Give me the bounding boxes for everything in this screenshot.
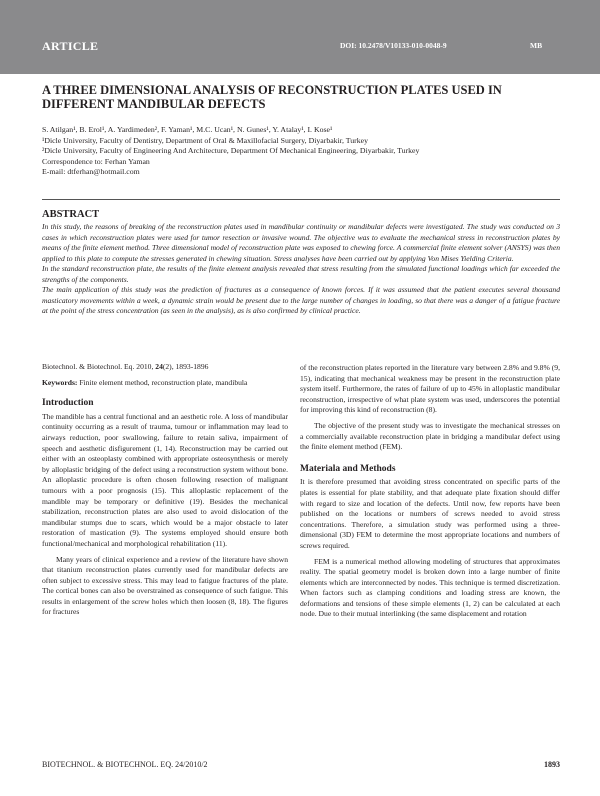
intro-heading: Introduction	[42, 398, 94, 409]
keywords	[42, 378, 288, 389]
correspondence: Correspondence to: Ferhan Yaman	[42, 156, 150, 166]
author-block	[42, 125, 562, 178]
section-code: MB	[530, 41, 543, 50]
author-names: S. Atilgan¹, B. Erol¹, A. Yardimeden², F. Yaman¹, M.C. Ucan¹, N. Gunes¹, Y. Atalay¹, I. Kose¹	[42, 125, 333, 134]
page-number: 1893	[544, 760, 560, 769]
intro-paragraph: The mandible has a central functional and an aesthetic role. A loss of mandibular continuity occurring as a result of trauma, tumour or inflammation may lead to airways reduction, poor swallowing, failure to retain saliva, impairment of speech and aesthetic disfigurement (1, 14). Reconstruction may be carried out either with an osteoplasty combined with appropriate osteosynthesis or merely by alloplastic bridging of the defect using a reconstruction system without bone. An alloplastic procedure is often chosen following resection of malignant tumours with a poor prognosis (15). This alloplastic replacement of the mandible may be temporary or definitive (19). Besides the mechanical stabilization, reconstruction plates are also used to avoid dislocation of the mandibular stumps due to scars, which would be a major obstacle to later restoration of mastication (9). The systems employed should ensure both functional/mechanical and morphological rehabilitation (11).	[42, 411, 288, 548]
affiliation-1: ¹Dicle University, Faculty of Dentistry, Department of Oral & Maxillofacial Surgery, Diyarbakir, Turkey	[42, 135, 369, 145]
abstract-body	[42, 222, 560, 317]
header-bar	[0, 0, 600, 74]
intro-paragraph: The objective of the present study was to investigate the mechanical stresses on a commercially available reconstruction plate in bridging a mandibular defect using the finite element method (FEM).	[300, 420, 560, 452]
citation-volume: 24	[155, 362, 163, 371]
intro-paragraph: of the reconstruction plates reported in the literature vary between 2.8% and 9.8% (9, 15), indicating that mechanical weakness may be present in the reconstruction plate system itself. Furthermore, the rates of failure of up to 45% in alloplastic mandibular reconstruction, irrespective of what plate system was used, underscores the potential for improving this kind of reconstruction (8).	[300, 363, 560, 415]
abstract-paragraph: The main application of this study was the prediction of fractures as a consequence of known forces. If it was assumed that the patient executes several thousand masticatory movements within a week, a dynamic strain would be present due to the large number of changes in loading, so that there was a danger of a fatigue fracture at the point of the stress concentration (as seen in the analysis), as is also confirmed by clinical practice.	[42, 285, 560, 315]
abstract-paragraph: In this study, the reasons of breaking of the reconstruction plates used in mandibular continuity or mandibular defects were investigated. The study was conducted on 3 cases in which reconstruction plates were used for tumor resection or invasive wound. The objective was to evaluate the mechanical stress in reconstruction plates by means of the finite element method. Three dimensional model of reconstruction plate was exposed to chewing force. A commercial finite element solver (ANSYS) was then applied to this plate to compute the stresses generated in chewing situation. Stress analyses have been carried out by applying Von Mises Yielding Criteria.	[42, 222, 560, 263]
keywords-label: Keywords:	[42, 377, 78, 387]
left-column	[42, 362, 288, 618]
keywords-text: Finite element method, reconstruction plate, mandibula	[77, 377, 248, 387]
intro-paragraph: Many years of clinical experience and a review of the literature have shown that titanium reconstruction plates currently used for mandibular defects are often subject to excessive stress. This may lead to fatigue fractures of the plate. The cortical bones can also be overstrained as consequence of such fatigue. This results in enlargement of the screw holes which then loosen (8, 18). The figures for fractures	[42, 554, 288, 617]
abstract-paragraph: In the standard reconstruction plate, the results of the finite element analysis revealed that stress resulting from the simulated functional loadings which far exceeded the strengths of the components.	[42, 264, 560, 284]
affiliation-2: ²Dicle University, Faculty of Engineering And Architecture, Department Of Mechanical Engineering, Diyarbakir, Turkey	[42, 146, 420, 156]
footer-journal: BIOTECHNOL. & BIOTECHNOL. EQ. 24/2010/2	[42, 760, 208, 769]
abstract-heading: ABSTRACT	[42, 209, 100, 220]
methods-paragraph: It is therefore presumed that avoiding stress concentrated on specific parts of the plates is essential for plate stability, and that adequate plate fixation should differ with regard to size and location of the defects. Until now, few reports have been published on the locations or numbers of screws needed to avoid stress concentrations. Therefore, a simulation study was performed using a three-dimensional (3D) FEM to determine the most appropriate locations and numbers of screws required.	[300, 477, 560, 550]
doi-label[interactable]: DOI: 10.2478/V10133-010-0048-9	[340, 41, 447, 50]
divider	[42, 199, 560, 200]
paper-title: A THREE DIMENSIONAL ANALYSIS OF RECONSTRUCTION PLATES USED IN DIFFERENT MANDIBULAR DEFECTS	[42, 83, 502, 111]
citation-pages: (2), 1893-1896	[162, 362, 209, 371]
methods-heading: Materiala and Methods	[300, 463, 396, 474]
methods-paragraph: FEM is a numerical method allowing modeling of structures that approximates reality. The spatial geometry model is broken down into a large number of finite elements which are interconnected by nodes. This technique is termed discretization. When factors such as clamping conditions and loading stress are known, the deformations and tensions of these simple elements (1, 2) can be calculated at each node. Due to their mutual interlinking (the same displacement and rotation	[300, 556, 560, 619]
citation	[42, 362, 288, 373]
email[interactable]: E-mail: dtferhan@hotmail.com	[42, 167, 140, 177]
citation-journal: Biotechnol. & Biotechnol. Eq. 2010,	[42, 362, 156, 371]
right-column	[300, 363, 560, 620]
section-label: ARTICLE	[42, 39, 99, 53]
